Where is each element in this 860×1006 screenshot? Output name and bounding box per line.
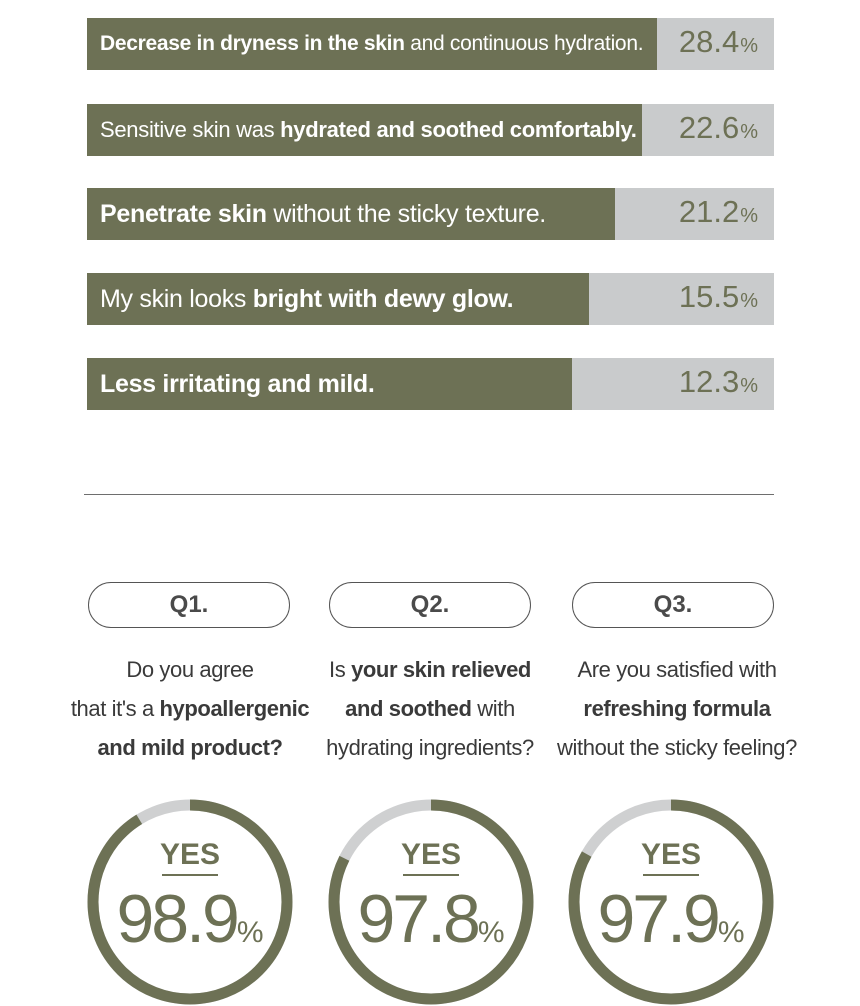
donut-value [327,880,535,958]
donut-value-unit: % [477,916,505,949]
bar-label-bold: Less irritating and mild. [100,369,375,398]
bar-value-number: 12.3 [678,364,740,399]
question-text-bold: and mild product? [97,735,283,760]
bar-value [679,273,758,325]
question-pill-q1: Q1. [88,582,290,628]
question-text-bold: refreshing formula [583,696,771,721]
question-line [300,689,560,728]
question-line [300,650,560,689]
question-text-bold: hypoallergenic [159,696,310,721]
bar-value-number: 22.6 [678,110,740,145]
question-line [547,650,807,689]
question-line [547,689,807,728]
bar-value-unit: % [740,205,758,227]
bar-value-number: 28.4 [678,24,740,59]
bar-label [100,273,513,325]
bar-value-number: 15.5 [678,279,740,314]
bar-label [100,358,375,410]
bar-value [679,188,758,240]
donut-value-unit: % [236,916,264,949]
bar-label-bold: Decrease in dryness in the skin [100,32,405,55]
bar-value-unit: % [740,375,758,397]
bar-label [100,188,546,240]
bar-value-unit: % [740,290,758,312]
bar-label-bold: Penetrate skin [100,199,267,228]
donut-yes-label: YES [567,838,775,876]
section-divider [84,494,774,495]
question-pill-q3: Q3. [572,582,774,628]
donut-chart-q2 [327,798,535,1006]
bar-row-4 [87,273,774,325]
bar-value [679,104,758,156]
question-line [60,689,320,728]
question-text-q2 [300,650,560,767]
question-text-part: hydrating ingredients? [326,735,534,760]
question-line [547,728,807,767]
question-text-q1 [60,650,320,767]
bar-value-unit: % [740,35,758,57]
bar-label-rest: and continuous hydration. [404,32,644,55]
question-line [60,650,320,689]
bar-label [100,104,637,156]
bar-label [100,18,643,70]
bar-value-unit: % [740,121,758,143]
bar-row-5 [87,358,774,410]
bar-row-1 [87,18,774,70]
donut-value-unit: % [717,916,745,949]
question-text-q3 [547,650,807,767]
bar-label-bold: hydrated and soothed comfortably. [280,117,637,142]
question-text-part: that it's a [70,696,160,721]
bar-label-pre: Sensitive skin was [100,117,281,142]
bar-row-2 [87,104,774,156]
question-line [300,728,560,767]
donut-value-number: 97.8 [357,881,478,957]
question-text-bold: and soothed [345,696,472,721]
bar-label-pre: My skin looks [100,284,253,313]
question-pill-q2: Q2. [329,582,531,628]
donut-value [86,880,294,958]
question-text-part: with [471,696,515,721]
bar-row-3 [87,188,774,240]
bar-label-bold: bright with dewy glow. [252,284,514,313]
donut-chart-q3 [567,798,775,1006]
bar-value-number: 21.2 [678,194,740,229]
question-text-part: Is [329,657,352,682]
bar-label-rest: without the sticky texture. [266,199,546,228]
question-text-part: Do you agree [126,657,254,682]
question-text-bold: your skin relieved [351,657,531,682]
donut-yes-label: YES [86,838,294,876]
question-text-part: without the sticky feeling? [557,735,797,760]
bar-value [679,358,758,410]
donut-yes-label: YES [327,838,535,876]
donut-value-number: 98.9 [116,881,237,957]
bar-value [679,18,758,70]
question-text-part: Are you satisfied with [577,657,777,682]
donut-value-number: 97.9 [597,881,718,957]
donut-value [567,880,775,958]
donut-chart-q1 [86,798,294,1006]
question-line [60,728,320,767]
